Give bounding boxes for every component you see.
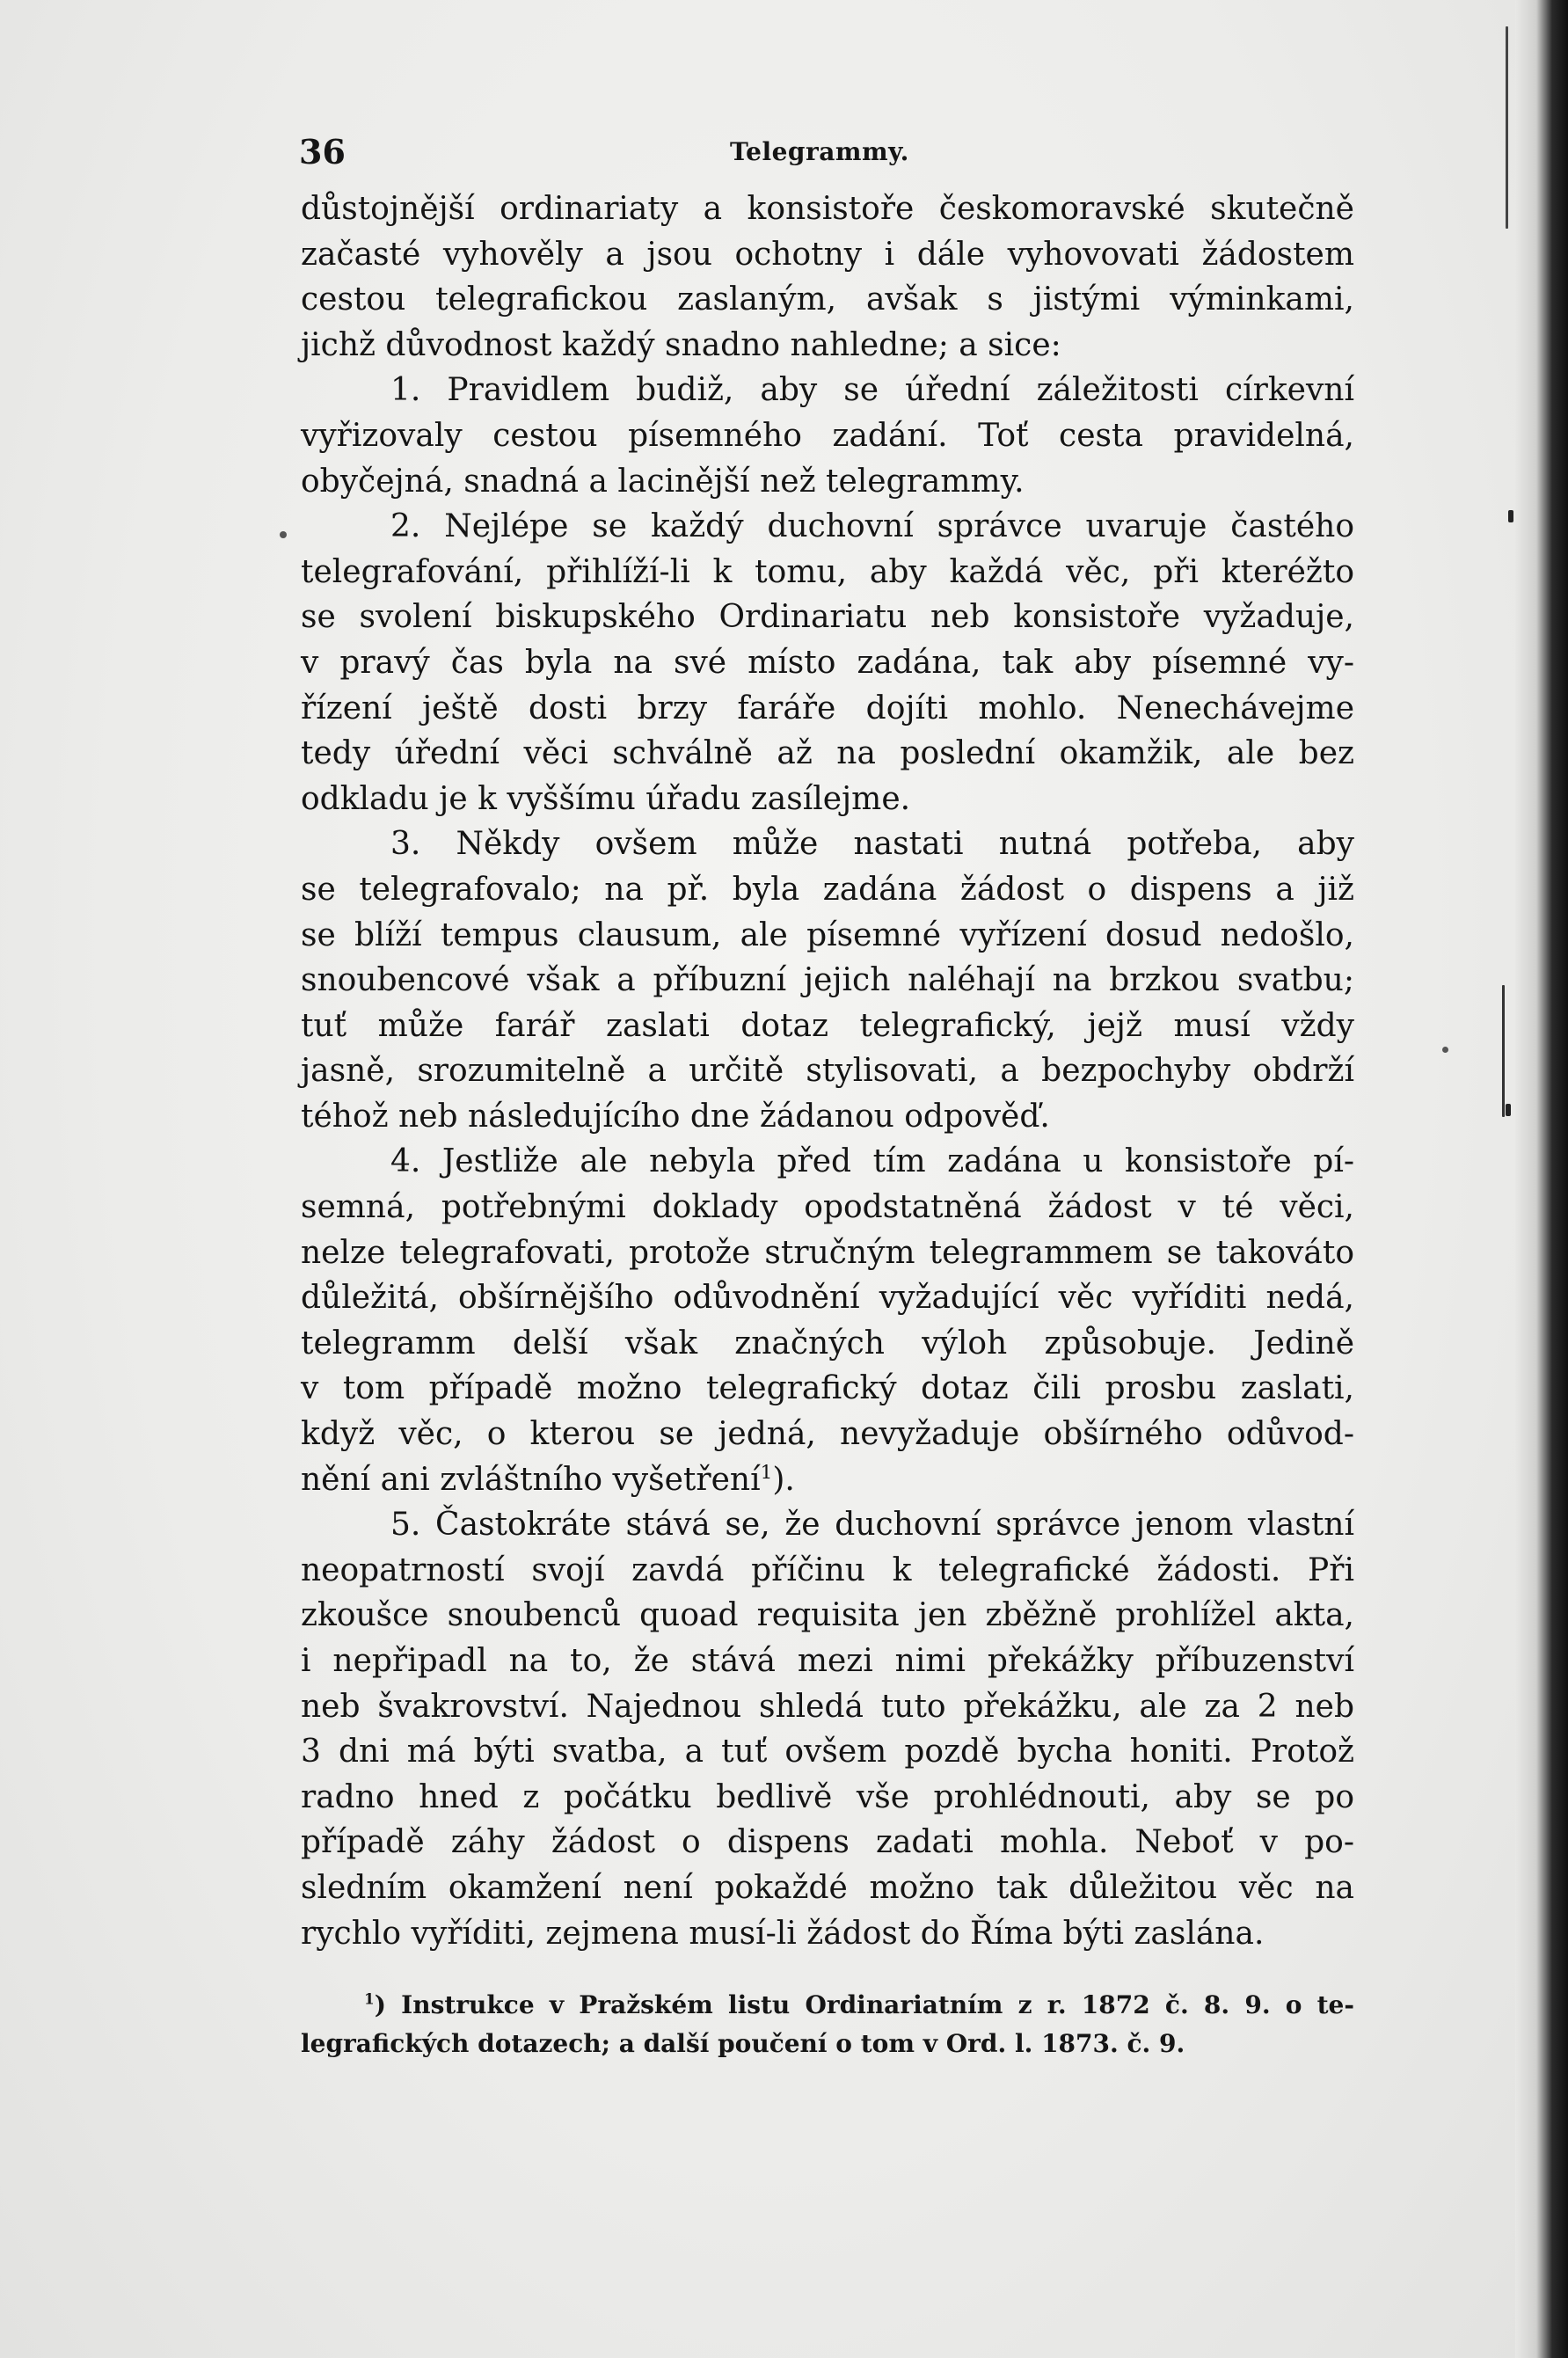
text-line: zkoušce snoubenců quoad requisita jen zběžně prohlížel akta, (301, 1597, 1354, 1634)
text-line: důležitá, obšírnějšího odůvodnění vyžadující věc vyříditi nedá, (301, 1280, 1354, 1317)
text-line: když věc, o kterou se jedná, nevyžaduje obšírného odůvod- (301, 1416, 1354, 1453)
running-head (299, 132, 1354, 176)
print-speck (1442, 1047, 1448, 1053)
text-line: semná, potřebnými doklady opodstatněná žádost v té věci, (301, 1189, 1354, 1226)
text-line: vyřizovaly cestou písemného zadání. Toť cesta pravidelná, (301, 417, 1354, 454)
text-line: jasně, srozumitelně a určitě stylisovati, a bezpochyby obdrží (301, 1053, 1354, 1090)
print-mark (1506, 26, 1508, 229)
text-line: sledním okamžení není pokaždé možno tak důležitou věc na (301, 1869, 1354, 1906)
text-line: tuť může farář zaslati dotaz telegrafický, jejž musí vždy (301, 1007, 1354, 1044)
text-line: začasté vyhověly a jsou ochotny i dále vyhovovati žádostem (301, 236, 1354, 273)
text-line: 3. Někdy ovšem může nastati nutná potřeba, aby (390, 826, 1354, 863)
text-line: neopatrností svojí zavdá příčinu k telegrafické žádosti. Při (301, 1551, 1354, 1588)
footnote-reference[interactable]: 1 (760, 1461, 773, 1484)
print-speck (280, 531, 287, 538)
text-line (301, 1457, 1354, 1503)
paragraph-2 (301, 504, 1354, 821)
running-title: Telegrammy. (730, 137, 909, 166)
text-line: nelze telegrafovati, protože stručným telegrammem se takováto (301, 1234, 1354, 1271)
text-line: v pravý čas byla na své místo zadána, tak aby písemné vy- (301, 644, 1354, 681)
text-line: případě záhy žádost o dispens zadati mohla. Neboť v po- (301, 1824, 1354, 1861)
text-line: telegrafování, přihlíží-li k tomu, aby každá věc, při kteréžto (301, 553, 1354, 590)
paragraph-intro (301, 186, 1354, 368)
text-line: řízení ještě dosti brzy faráře dojíti mohlo. Nenechávejme (301, 690, 1354, 726)
print-speck (1508, 510, 1513, 522)
footnote-text: ) Instrukce v Pražském listu Ordinariatním z r. 1872 č. 8. 9. o te- (374, 1990, 1354, 2019)
text-line: telegramm delší však značných výloh způsobuje. Jedině (301, 1325, 1354, 1362)
paragraph-3 (301, 821, 1354, 1139)
text-line: cestou telegrafickou zaslaným, avšak s jistými výminkami, (301, 281, 1354, 318)
text-line: důstojnější ordinariaty a konsistoře českomoravské skutečně (301, 191, 1354, 227)
text-line: 4. Jestliže ale nebyla před tím zadána u konsistoře pí- (390, 1143, 1354, 1180)
text-line: rychlo vyříditi, zejmena musí-li žádost do Říma býti zaslána. (301, 1915, 1265, 1952)
footnote-line (301, 1986, 1354, 2025)
text-line: 1. Pravidlem budiž, aby se úřední záležitosti církevní (390, 372, 1354, 409)
book-binding-edge (1515, 0, 1568, 2358)
text-line: se blíží tempus clausum, ale písemné vyřízení dosud nedošlo, (301, 916, 1354, 953)
text-line: se telegrafovalo; na př. byla zadána žádost o dispens a již (301, 871, 1354, 908)
page-number: 36 (299, 132, 346, 172)
print-mark (1502, 985, 1505, 1117)
text-line: jichž důvodnost každý snadno nahledne; a sice: (301, 326, 1061, 363)
text-line: i nepřipadl na to, že stává mezi nimi překážky příbuzenství (301, 1643, 1354, 1679)
body-text (301, 186, 1354, 1956)
text-line-tail: ). (772, 1461, 795, 1498)
paragraph-5 (301, 1502, 1354, 1956)
paragraph-1 (301, 368, 1354, 504)
text-line: 3 dni má býti svatba, a tuť ovšem pozdě bycha honiti. Protož (301, 1734, 1354, 1770)
text-line-body: nění ani zvláštního vyšetření (301, 1461, 761, 1498)
text-line: v tom případě možno telegrafický dotaz čili prosbu zaslati, (301, 1370, 1354, 1407)
text-line: se svolení biskupského Ordinariatu neb konsistoře vyžaduje, (301, 599, 1354, 636)
text-line: téhož neb následujícího dne žádanou odpověď. (301, 1098, 1050, 1135)
text-line: obyčejná, snadná a lacinější než telegrammy. (301, 463, 1025, 500)
print-speck (1506, 1104, 1511, 1116)
text-line: 5. Častokráte stává se, že duchovní správce jenom vlastní (390, 1507, 1354, 1544)
footnote-marker: 1 (364, 1989, 375, 2008)
footnote (301, 1986, 1354, 2063)
footnote-line: legrafických dotazech; a další poučení o tom v Ord. l. 1873. č. 9. (301, 2029, 1185, 2058)
text-line: tedy úřední věci schválně až na poslední okamžik, ale bez (301, 735, 1354, 772)
text-line: radno hned z počátku bedlivě vše prohlédnouti, aby se po (301, 1778, 1354, 1815)
text-line: snoubencové však a příbuzní jejich naléhají na brzkou svatbu; (301, 962, 1354, 999)
text-line: 2. Nejlépe se každý duchovní správce uvaruje častého (390, 508, 1354, 545)
text-line: neb švakrovství. Najednou shledá tuto překážku, ale za 2 neb (301, 1688, 1354, 1725)
paragraph-4 (301, 1139, 1354, 1502)
text-line: odkladu je k vyššímu úřadu zasílejme. (301, 780, 911, 817)
